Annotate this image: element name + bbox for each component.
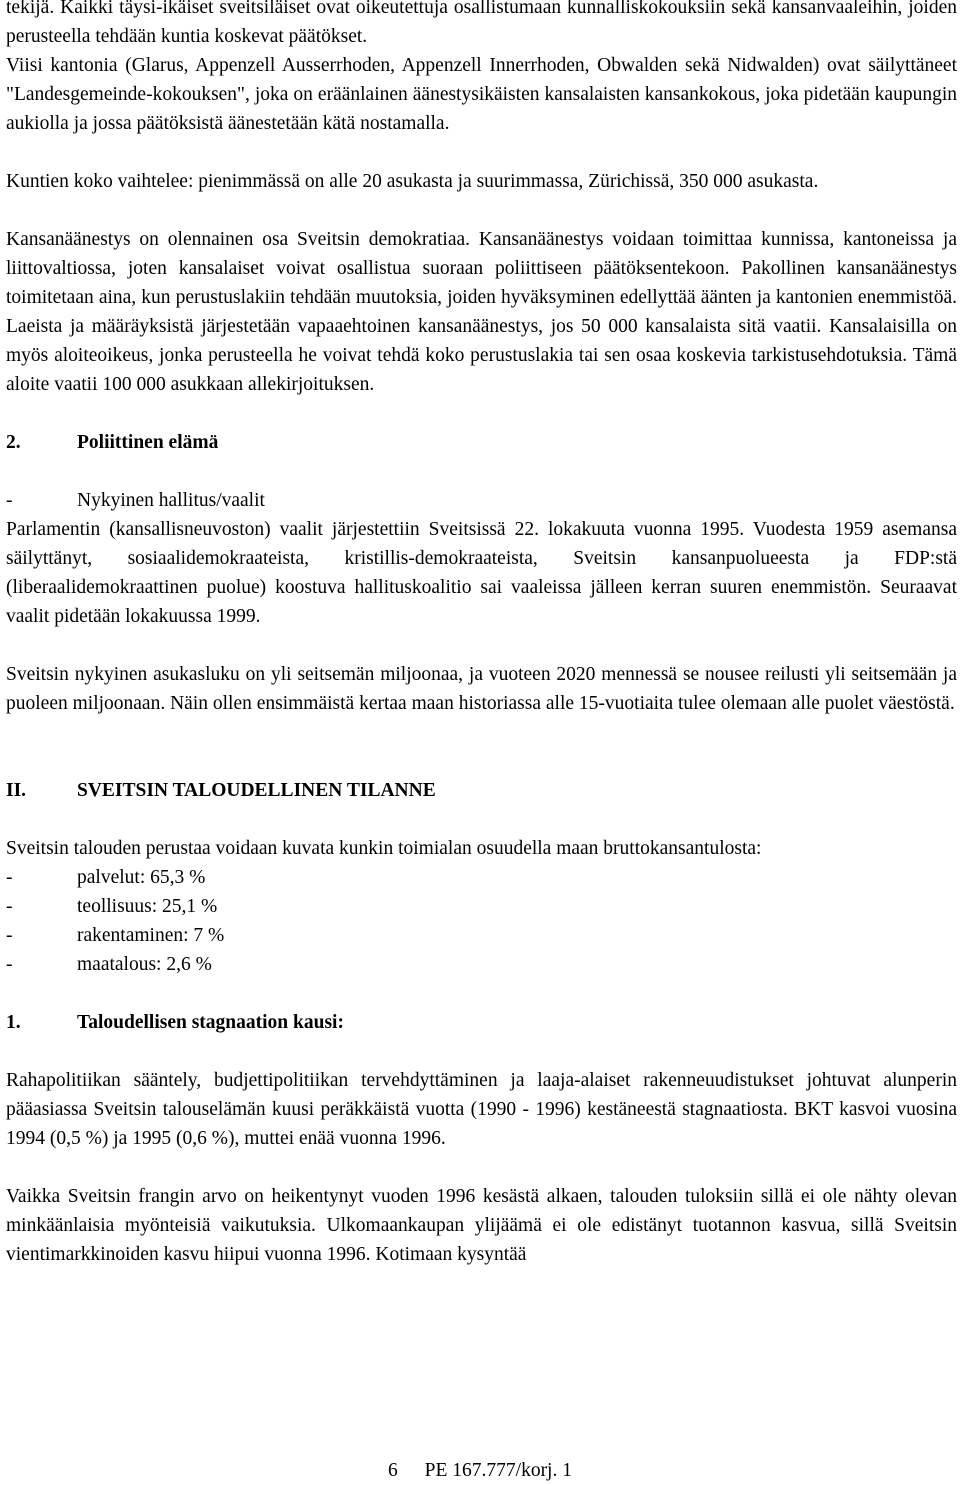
paragraph-municipal-participation: tekijä. Kaikki täysi-ikäiset sveitsiläiset ovat oikeutettuja osallistumaan kunnalliskokouksiin sekä kansanvaaleihin, joiden perusteella tehdään kuntia koskevat päätökset. — [6, 0, 957, 47]
paragraph-municipality-size: Kuntien koko vaihtelee: pienimmässä on alle 20 asukasta ja suurimmassa, Zürichissä, 350 000 asukasta. — [6, 171, 819, 192]
page-number: 6 — [388, 1460, 398, 1481]
list-dash: - — [6, 867, 13, 888]
section-number: 2. — [6, 432, 21, 453]
list-dash: - — [6, 490, 13, 511]
paragraph-parliament-elections: Parlamentin (kansallisneuvoston) vaalit järjestettiin Sveitsissä 22. lokakuuta vuonna 1995. Vuodesta 1959 asemansa säilyttänyt, sosiaalidemokraateista, kristillis-demokraateista, Sveitsin kansanpuolueesta ja FDP:stä (liberaalidemokraattinen puolue) koostuva hallituskoalitio sai vaaleissa jälleen kerran suuren enemmistön. Seuraavat vaalit pidetään lokakuussa 1999. — [6, 519, 957, 627]
document-page — [6, 0, 957, 1269]
list-item-text: teollisuus: 25,1 % — [77, 896, 218, 917]
section-heading-economic-situation — [6, 776, 957, 805]
list-dash: - — [6, 954, 13, 975]
list-item-text: rakentaminen: 7 % — [77, 925, 225, 946]
section-heading-political-life — [6, 428, 957, 457]
paragraph-gdp-shares-intro: Sveitsin talouden perustaa voidaan kuvata kunkin toimialan osuudella maan bruttokansantulosta: — [6, 838, 762, 859]
section-number: 1. — [6, 1012, 21, 1033]
sector-list — [6, 863, 957, 979]
section-title: Taloudellisen stagnaation kausi: — [77, 1012, 344, 1033]
paragraph-referendum: Kansanäänestys on olennainen osa Sveitsin demokratiaa. Kansanäänestys voidaan toimittaa kunnissa, kantoneissa ja liittovaltiossa, joten kansalaiset voivat osallistua suoraan poliittiseen päätöksentekoon. Pakollinen kansanäänestys toimitetaan aina, kun perustuslakiin tehdään muutoksia, joiden hyväksyminen edellyttää äänten ja kantonien enemmistöä. Laeista ja määräyksistä järjestetään vapaaehtoinen kansanäänestys, jos 50 000 kansalaista sitä vaatii. Kansalaisilla on myös aloiteoikeus, jonka perusteella he voivat tehdä koko perustuslakia tai sen osaa koskevia tarkistusehdotuksia. Tämä aloite vaatii 100 000 asukkaan allekirjoituksen. — [6, 229, 957, 395]
section-number: II. — [6, 780, 27, 801]
list-item — [6, 950, 957, 979]
list-item — [6, 921, 957, 950]
section-title: Poliittinen elämä — [77, 432, 219, 453]
paragraph-population: Sveitsin nykyinen asukasluku on yli seitsemän miljoonaa, ja vuoteen 2020 mennessä se nousee reilusti yli seitsemään ja puoleen miljoonaan. Näin ollen ensimmäistä kertaa maan historiassa alle 15-vuotiaita tulee olemaan alle puolet väestöstä. — [6, 664, 957, 714]
list-item — [6, 863, 957, 892]
list-dash: - — [6, 925, 13, 946]
document-reference: PE 167.777/korj. 1 — [424, 1460, 572, 1481]
section-title: SVEITSIN TALOUDELLINEN TILANNE — [77, 780, 436, 801]
subheading-label: Nykyinen hallitus/vaalit — [77, 490, 265, 511]
list-item-text: maatalous: 2,6 % — [77, 954, 212, 975]
subheading-current-government — [6, 486, 957, 515]
paragraph-monetary-policy: Rahapolitiikan sääntely, budjettipolitiikan tervehdyttäminen ja laaja-alaiset rakenneuudistukset johtuvat alunperin pääasiassa Sveitsin talouselämän kuusi peräkkäistä vuotta (1990 - 1996) kestäneestä stagnaatiosta. BKT kasvoi vuosina 1994 (0,5 %) ja 1995 (0,6 %), muttei enää vuonna 1996. — [6, 1070, 957, 1149]
list-dash: - — [6, 896, 13, 917]
paragraph-landesgemeinde: Viisi kantonia (Glarus, Appenzell Ausserrhoden, Appenzell Innerrhoden, Obwalden sekä Nidwalden) ovat säilyttäneet "Landesgemeinde-kokouksen", joka on eräänlainen äänestysikäisten kansalaisten kansankokous, joka pidetään kaupungin aukiolla ja jossa päätöksistä äänestetään kätä nostamalla. — [6, 55, 957, 134]
section-heading-stagnation — [6, 1008, 957, 1037]
paragraph-swiss-franc: Vaikka Sveitsin frangin arvo on heikentynyt vuoden 1996 kesästä alkaen, talouden tuloksiin sillä ei ole nähty olevan minkäänlaisia myönteisiä vaikutuksia. Ulkomaankaupan ylijäämä ei ole edistänyt tuotannon kasvua, sillä Sveitsin vientimarkkinoiden kasvu hiipui vuonna 1996. Kotimaan kysyntää — [6, 1186, 957, 1265]
list-item — [6, 892, 957, 921]
list-item-text: palvelut: 65,3 % — [77, 867, 206, 888]
